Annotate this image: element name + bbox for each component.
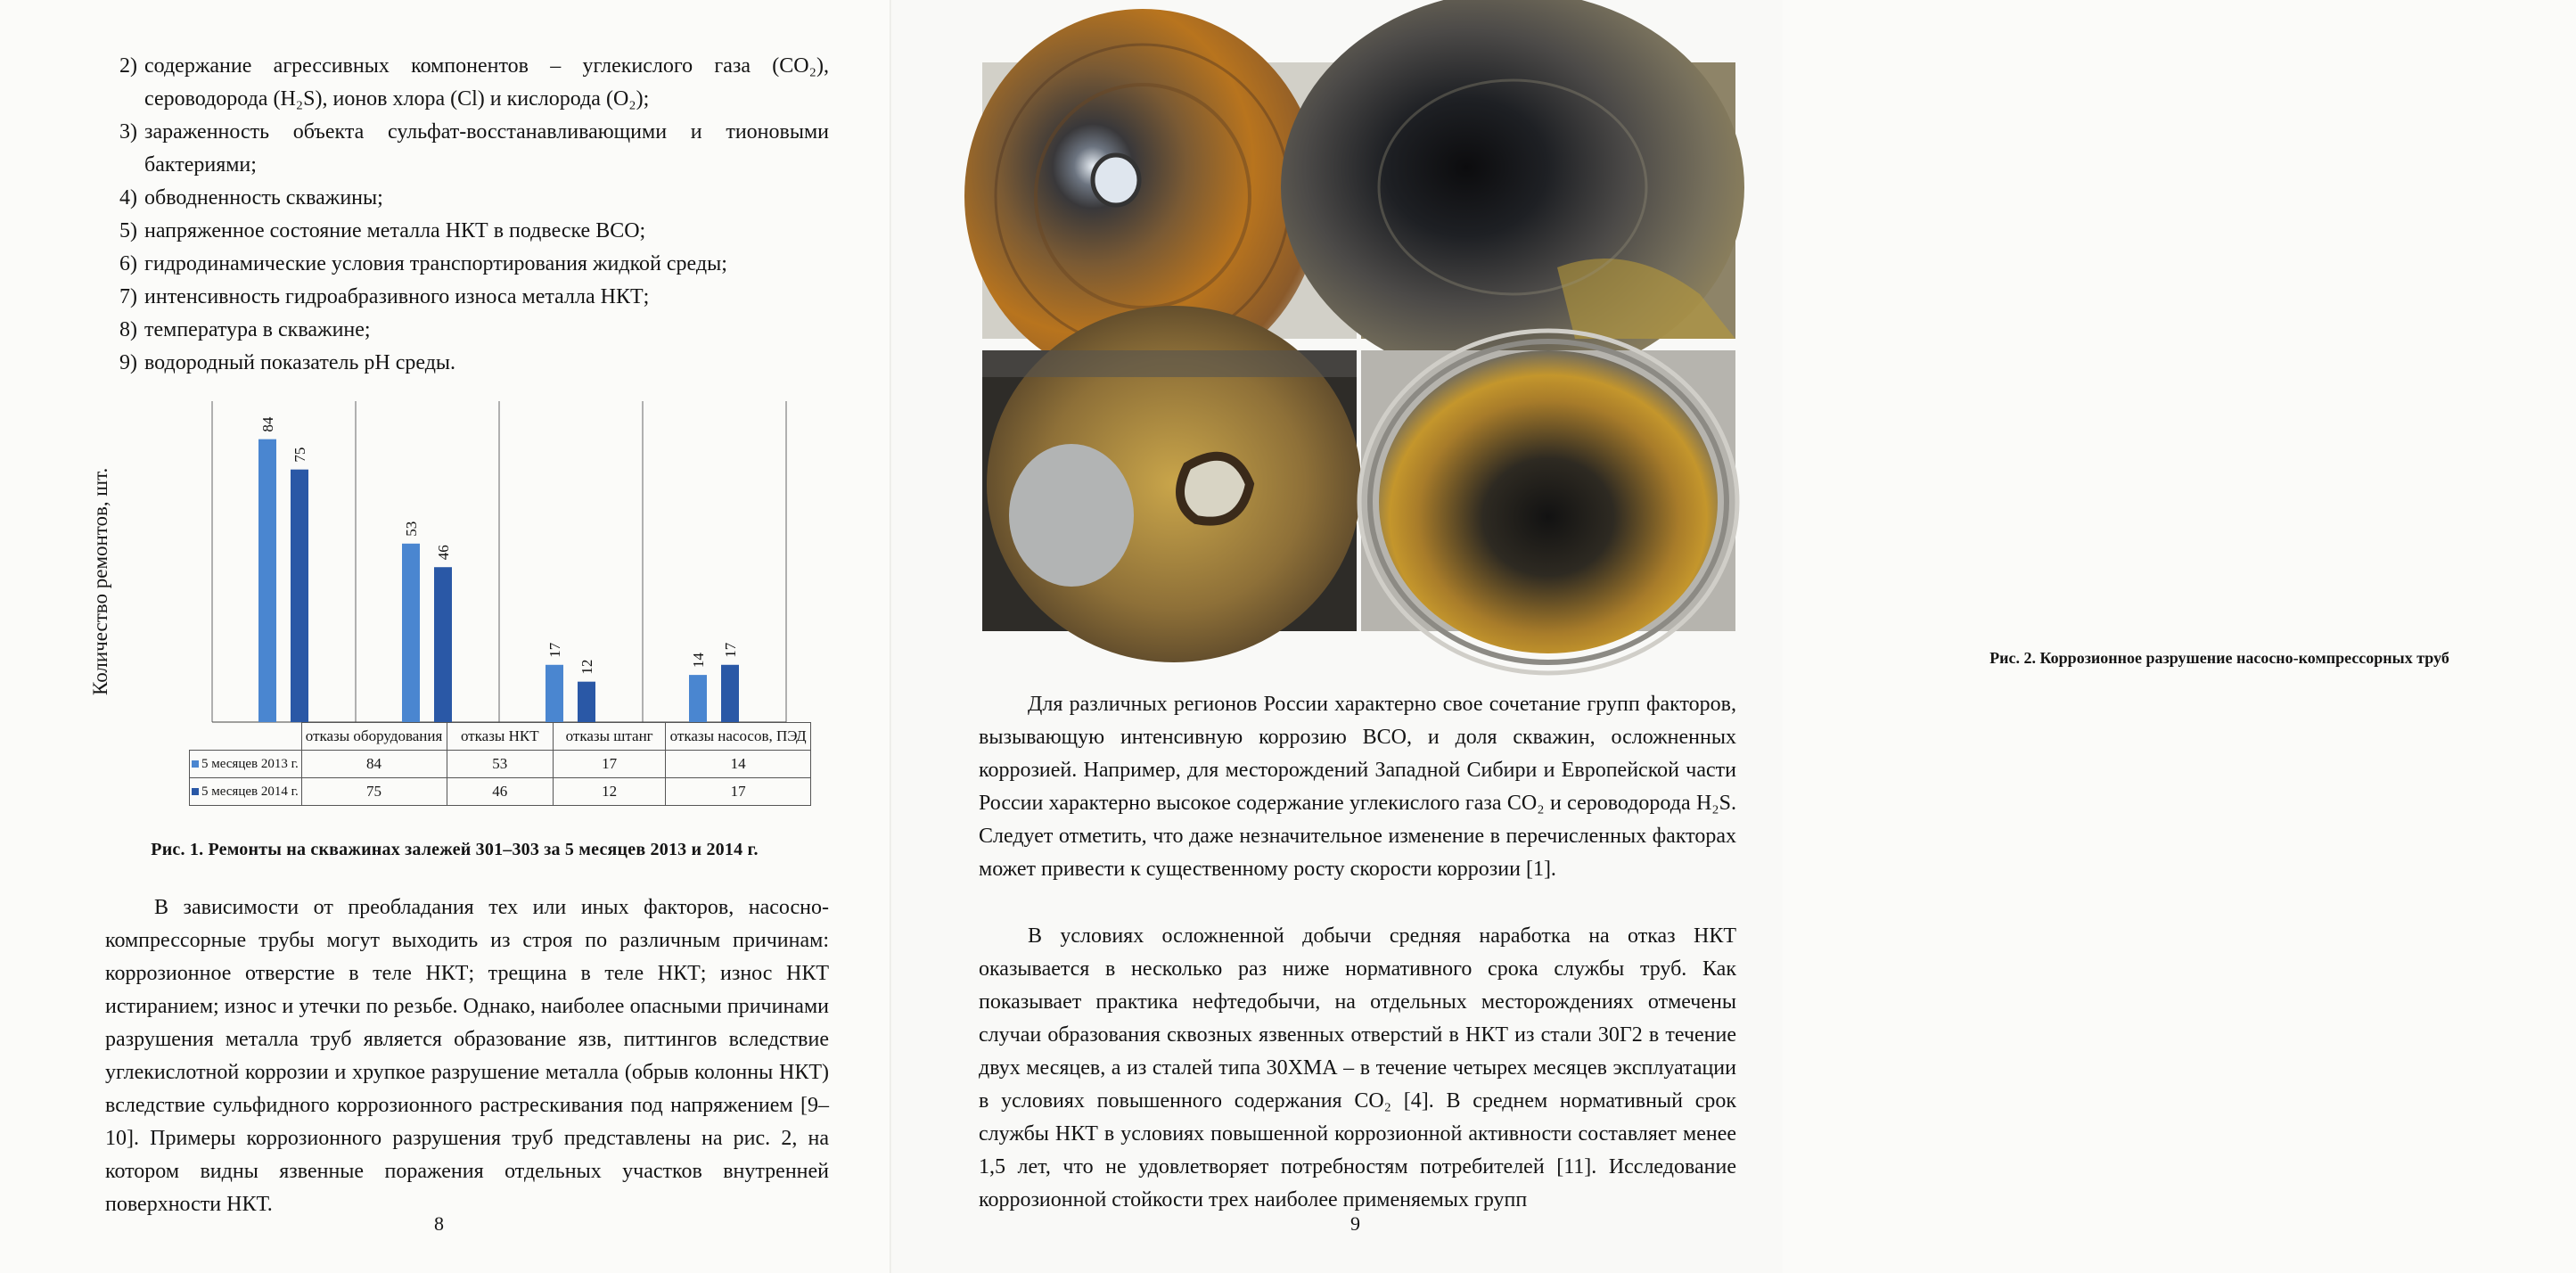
body-paragraph: В условиях осложненной добычи средняя наработка на отказ НКТ оказывается в несколько раз ниже нормативного срока службы труб. Как показывает практика нефтедобычи, на отдельных месторождениях отмечены случаи образования сквозных язвенных отверстий в НКТ из стали 30Г2 в течение двух месяцев, а из сталей типа 30ХМА – в течение четырех месяцев эксплуатации в условиях повышенного содержания CO₂ [4]. В среднем нормативный срок службы НКТ в условиях повышенной коррозионной активности составляет менее 1,5 лет, что не удовлетворяет потребностям потребителей [11]. Исследование коррозионной стойкости трех наиболее применяемых групп: [979, 924, 1736, 1211]
list-item: 6) гидродинамические условия транспортирования жидкой среды;: [119, 252, 727, 275]
page-number: 8: [434, 1212, 444, 1235]
data-label: 46: [435, 545, 452, 561]
bar-2013: [402, 544, 420, 722]
repairs-bar-chart: [98, 401, 811, 820]
figure-2-caption: Рис. 2. Коррозионное разрушение насосно-компрессорных труб: [1989, 649, 2449, 667]
legend-swatch: [192, 788, 199, 795]
list-item: 7) интенсивность гидроабразивного износа металла НКТ;: [119, 285, 650, 308]
bar-2014: [434, 567, 452, 722]
list-item: 3) зараженность объекта сульфат-восстанавливающими и тионовыми бактериями;: [119, 120, 829, 177]
data-label: 75: [291, 447, 308, 463]
chart-plot-area: [98, 401, 811, 722]
table-row: [190, 778, 811, 806]
chart-data-table: [189, 722, 811, 806]
pipe-photo-3: [982, 350, 1357, 631]
data-label: 14: [690, 653, 707, 669]
table-cell: 46: [447, 778, 553, 806]
table-cell: 75: [301, 778, 447, 806]
corroded-pipe-image: [1361, 62, 1735, 339]
category-label: отказы НКТ: [447, 723, 553, 751]
legend-entry-2014: 5 месяцев 2014 г.: [190, 778, 302, 806]
body-paragraph: В зависимости от преобладания тех или иных факторов, насосно-компрессорные трубы могут выходить из строя по различным причинам: коррозионное отверстие в теле НКТ; трещина в теле НКТ; износ НКТ истиранием; износ и утечки по резьбе. Однако, наиболее опасными причинами разрушения металла труб является образование язв, питтингов вследствие углекислотной коррозии и хрупкое разрушение металла (обрыв колонны НКТ) вследствие сульфидного коррозионного растрескивания под напряжением [9–10]. Примеры коррозионного разрушения труб представлены на рис. 2, на котором видны язвенные поражения отдельных участков внутренней поверхности НКТ.: [105, 896, 829, 1216]
table-cell: 53: [447, 751, 553, 778]
table-row: [190, 751, 811, 778]
category-label: отказы оборудования: [301, 723, 447, 751]
data-label: 53: [403, 521, 420, 537]
legend-swatch: [192, 760, 199, 768]
category-label: отказы насосов, ПЭД: [666, 723, 811, 751]
pipe-photo-2: [1361, 62, 1735, 339]
table-cell: 14: [666, 751, 811, 778]
bar-2014: [291, 470, 308, 722]
chart-y-axis-label: Количество ремонтов, шт.: [89, 467, 111, 695]
list-item: 5) напряженное состояние металла НКТ в подвеске ВСО;: [119, 219, 646, 242]
corroded-pipe-image: [982, 350, 1357, 631]
table-header-row: [190, 723, 811, 751]
page-number: 9: [1350, 1212, 1360, 1235]
data-label: 17: [546, 642, 563, 658]
bar-2014: [578, 682, 595, 722]
right-page: [891, 0, 2449, 1273]
table-cell: 12: [554, 778, 666, 806]
list-item: 2) содержание агрессивных компонентов – углекислого газа (CO₂), сероводорода (H₂S), ионов хлора (Cl) и кислорода (O₂);: [119, 54, 829, 111]
list-item: 8) температура в скважине;: [119, 318, 371, 341]
body-paragraph: Для различных регионов России характерно свое сочетание групп факторов, вызывающую интенсивную коррозию ВСО, и доля скважин, осложненных коррозией. Например, для месторождений Западной Сибири и Европейской части России характерно высокое содержание углекислого газа CO₂ и сероводорода H₂S. Следует отметить, что даже незначительное изменение в перечисленных факторах может привести к существенному росту скорости коррозии [1].: [979, 693, 1736, 881]
table-cell: 17: [554, 751, 666, 778]
list-item: 4) обводненность скважины;: [119, 186, 383, 209]
data-label: 12: [578, 659, 595, 675]
bar-2014: [721, 665, 739, 722]
left-page: [0, 0, 891, 1273]
pipe-photo-4: [1361, 350, 1735, 631]
table-cell: 17: [666, 778, 811, 806]
factor-list: [105, 50, 829, 380]
bar-2013: [689, 675, 707, 722]
corroded-pipe-image: [1361, 350, 1735, 631]
bar-2013: [546, 665, 563, 722]
category-label: отказы штанг: [554, 723, 666, 751]
data-label: 84: [259, 416, 276, 432]
legend-entry-2013: 5 месяцев 2013 г.: [190, 751, 302, 778]
list-item: 9) водородный показатель pH среды.: [119, 351, 456, 374]
bar-2013: [258, 439, 276, 722]
figure-1-caption: Рис. 1. Ремонты на скважинах залежей 301–303 за 5 месяцев 2013 и 2014 г.: [151, 840, 759, 859]
table-cell: 84: [301, 751, 447, 778]
data-label: 17: [722, 642, 739, 658]
